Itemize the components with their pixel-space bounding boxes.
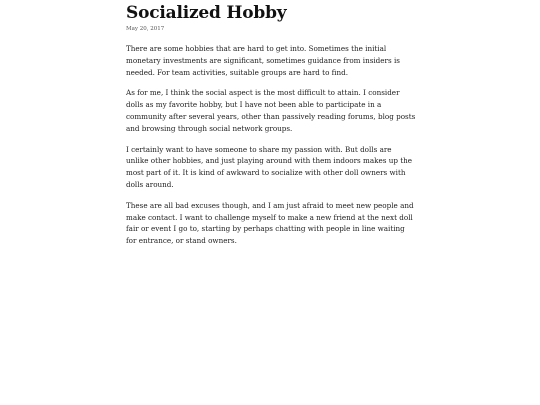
post-paragraph: I certainly want to have someone to share my passion with. But dolls are unlike other hobbies, and just playing around with them indoors makes up the most part of it. It is kind of awkward to socialize with other doll owners with dolls around. (126, 144, 412, 189)
post-paragraph: As for me, I think the social aspect is the most difficult to attain. I consider dolls as my favorite hobby, but I have not been able to participate in a community after several years, other than passively reading forums, blog posts and browsing through social network groups. (126, 88, 416, 133)
post-date: May 20, 2017 (126, 26, 165, 32)
blog-post (126, 4, 416, 256)
post-paragraph: These are all bad excuses though, and I am just afraid to meet new people and make contact. I want to challenge myself to make a new friend at the next doll fair or event I go to, starting by perhaps chatting with people in line waiting for entrance, or stand owners. (126, 200, 414, 246)
post-title: Socialized Hobby (126, 3, 287, 23)
post-paragraph: There are some hobbies that are hard to get into. Sometimes the initial monetary investments are significant, sometimes guidance from insiders is needed. For team activities, suitable groups are hard to find. (126, 44, 400, 77)
post-body (126, 43, 416, 247)
